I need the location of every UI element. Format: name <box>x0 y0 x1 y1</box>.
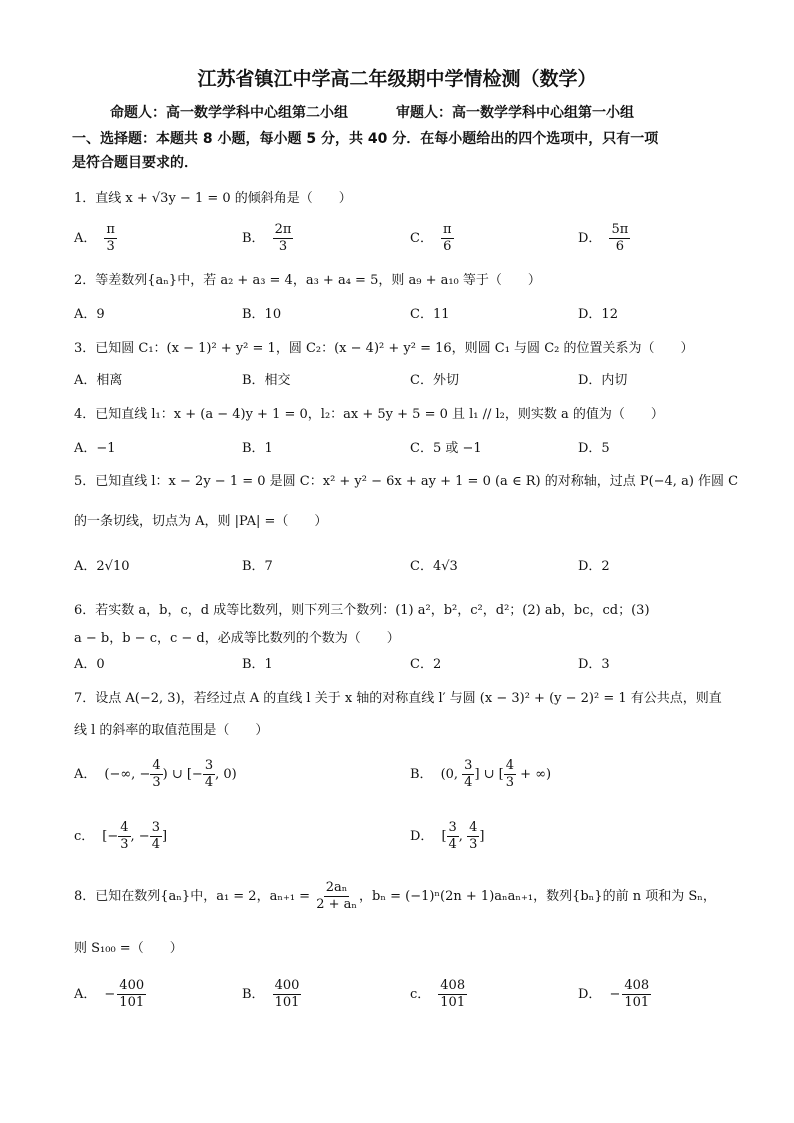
option-label: A． <box>74 767 97 782</box>
interval-part: + ∞) <box>516 767 552 782</box>
numerator: 3 <box>151 820 160 835</box>
numerator: π <box>106 222 115 237</box>
fraction <box>504 758 516 791</box>
fraction <box>609 222 630 255</box>
interval-part: ] ∪ [ <box>474 767 504 782</box>
author-reviewer: 审题人：高一数学学科中心组第一小组 <box>396 105 634 121</box>
section-heading-line-1: 一、选择题：本题共 8 小题，每小题 5 分，共 40 分．在每小题给出的四个选项中，只有一项 <box>72 131 659 147</box>
numerator: 400 <box>119 978 145 993</box>
interval-part: ] <box>161 829 168 844</box>
option-label: A． <box>74 231 97 246</box>
denominator: 3 <box>152 775 161 790</box>
author-line <box>110 104 634 122</box>
fraction <box>622 978 651 1011</box>
numerator: 3 <box>464 758 473 773</box>
q6-option-b: B．1 <box>242 657 273 672</box>
interval-part: (0, <box>440 767 463 782</box>
q8-option-b <box>242 978 301 1011</box>
question-5-stem-line-1: 5．已知直线 l：x − 2y − 1 = 0 是圆 C：x² + y² − 6x + ay + 1 = 0 (a ∈ R) 的对称轴，过点 P(−4, a) 作圆 C <box>74 474 739 489</box>
q3-option-d: D．内切 <box>578 373 628 388</box>
question-3-stem: 3．已知圆 C₁：(x − 1)² + y² = 1，圆 C₂：(x − 4)² + y² = 16，则圆 C₁ 与圆 C₂ 的位置关系为（ ） <box>74 341 694 356</box>
numerator: 400 <box>274 978 300 993</box>
question-5-stem-line-2: 的一条切线，切点为 A，则 |PA| =（ ） <box>74 514 328 529</box>
q7-option-b <box>410 758 551 791</box>
fraction <box>438 978 467 1011</box>
q3-option-b: B．相交 <box>242 373 291 388</box>
q5-option-a: A．2√10 <box>74 559 130 574</box>
fraction <box>104 222 117 255</box>
interval-part: [ <box>441 829 447 844</box>
option-label: B． <box>242 231 265 246</box>
numerator: 2π <box>274 222 292 237</box>
denominator: 4 <box>204 775 214 790</box>
denominator: 3 <box>120 837 129 852</box>
q6-option-d: D．3 <box>578 657 610 672</box>
numerator: 4 <box>505 758 515 773</box>
q1-option-d <box>578 222 630 255</box>
q5-option-c: C．4√3 <box>410 559 458 574</box>
minus-sign: − <box>609 986 621 1002</box>
q2-option-b: B．10 <box>242 307 282 322</box>
fraction <box>441 222 454 255</box>
q8-option-c <box>410 978 467 1011</box>
fraction <box>467 820 479 853</box>
question-8-stem-line-1 <box>74 880 716 913</box>
q7-option-c <box>74 820 167 853</box>
q3-option-c: C．外切 <box>410 373 459 388</box>
interval-part: , − <box>130 829 150 844</box>
q1-option-b <box>242 222 293 255</box>
denominator: 2 + aₙ <box>316 897 358 912</box>
denominator: 3 <box>469 837 478 852</box>
option-label: D． <box>578 231 602 246</box>
minus-sign: − <box>104 986 116 1002</box>
q7-option-d <box>410 820 484 853</box>
numerator: π <box>442 222 452 237</box>
option-label: B． <box>242 987 265 1002</box>
q6-option-c: C．2 <box>410 657 442 672</box>
option-label: c． <box>74 829 95 844</box>
numerator: 5π <box>611 222 629 237</box>
interval-part: [− <box>102 829 119 844</box>
interval-part: (−∞, − <box>104 767 151 782</box>
section-heading-line-2: 是符合题目要求的． <box>72 155 198 171</box>
denominator: 4 <box>448 837 457 852</box>
fraction <box>273 978 302 1011</box>
denominator: 101 <box>440 995 466 1010</box>
question-1-stem: 1．直线 x + √3y − 1 = 0 的倾斜角是（ ） <box>74 191 352 206</box>
interval-part: , <box>458 829 468 844</box>
numerator: 4 <box>120 820 129 835</box>
page-title: 江苏省镇江中学高二年级期中学情检测（数学） <box>197 68 597 90</box>
denominator: 3 <box>278 239 288 254</box>
fraction <box>273 222 294 255</box>
q1-option-c <box>410 222 454 255</box>
interval-part: ] <box>479 829 485 844</box>
option-label: D． <box>578 987 602 1002</box>
denominator: 101 <box>274 995 300 1010</box>
denominator: 101 <box>624 995 650 1010</box>
stem-part: 8．已知在数列{aₙ}中，a₁ = 2，aₙ₊₁ = <box>74 889 311 904</box>
q7-option-a <box>74 758 237 791</box>
question-6-stem-line-2: a − b，b − c，c − d，必成等比数列的个数为（ ） <box>74 631 400 646</box>
fraction <box>150 758 162 791</box>
q4-option-d: D．5 <box>578 441 610 456</box>
question-2-stem: 2．等差数列{aₙ}中，若 a₂ + a₃ = 4，a₃ + a₄ = 5，则 a₉ + a₁₀ 等于（ ） <box>74 273 541 288</box>
denominator: 3 <box>505 775 515 790</box>
q1-option-a <box>74 222 117 255</box>
numerator: 2aₙ <box>325 880 348 895</box>
q2-option-d: D．12 <box>578 307 618 322</box>
question-4-stem: 4．已知直线 l₁：x + (a − 4)y + 1 = 0，l₂：ax + 5y + 5 = 0 且 l₁ // l₂，则实数 a 的值为（ ） <box>74 407 664 422</box>
denominator: 101 <box>119 995 145 1010</box>
q2-option-c: C．11 <box>410 307 450 322</box>
interval-part: , 0) <box>215 767 237 782</box>
option-label: c． <box>410 987 431 1002</box>
numerator: 4 <box>469 820 478 835</box>
option-label: B． <box>410 767 433 782</box>
fraction <box>462 758 474 791</box>
question-6-stem-line-1: 6．若实数 a，b，c，d 成等比数列，则下列三个数列：(1) a²，b²，c²，d²；(2) ab，bc，cd；(3) <box>74 603 650 618</box>
q8-option-d <box>578 978 651 1011</box>
denominator: 4 <box>151 837 160 852</box>
numerator: 3 <box>204 758 214 773</box>
numerator: 3 <box>448 820 457 835</box>
option-label: D． <box>410 829 434 844</box>
interval-part: ) ∪ [− <box>162 767 203 782</box>
denominator: 4 <box>464 775 473 790</box>
q4-option-c: C．5 或 −1 <box>410 441 482 456</box>
question-8-stem-line-2: 则 S₁₀₀ =（ ） <box>74 941 183 956</box>
option-label: C． <box>410 231 433 246</box>
fraction <box>118 820 130 853</box>
q5-option-b: B．7 <box>242 559 273 574</box>
q5-option-d: D．2 <box>578 559 610 574</box>
denominator: 6 <box>615 239 624 254</box>
numerator: 408 <box>624 978 650 993</box>
q4-option-b: B．1 <box>242 441 273 456</box>
q8-option-a <box>74 978 146 1011</box>
q2-option-a: A．9 <box>74 307 105 322</box>
author-composer: 命题人：高一数学学科中心组第二小组 <box>110 105 348 121</box>
question-7-stem-line-2: 线 l 的斜率的取值范围是（ ） <box>74 723 269 738</box>
denominator: 3 <box>106 239 115 254</box>
numerator: 4 <box>152 758 161 773</box>
q4-option-a: A．−1 <box>74 441 116 456</box>
option-label: A． <box>74 987 97 1002</box>
denominator: 6 <box>443 239 452 254</box>
fraction <box>314 880 359 913</box>
q6-option-a: A．0 <box>74 657 105 672</box>
stem-part: ，bₙ = (−1)ⁿ(2n + 1)aₙaₙ₊₁，数列{bₙ}的前 n 项和为 Sₙ， <box>359 889 716 904</box>
fraction <box>117 978 146 1011</box>
q3-option-a: A．相离 <box>74 373 123 388</box>
fraction <box>447 820 459 853</box>
fraction <box>203 758 215 791</box>
question-7-stem-line-1: 7．设点 A(−2, 3)，若经过点 A 的直线 l 关于 x 轴的对称直线 l′ 与圆 (x − 3)² + (y − 2)² = 1 有公共点，则直 <box>74 691 722 706</box>
fraction <box>150 820 162 853</box>
numerator: 408 <box>440 978 466 993</box>
